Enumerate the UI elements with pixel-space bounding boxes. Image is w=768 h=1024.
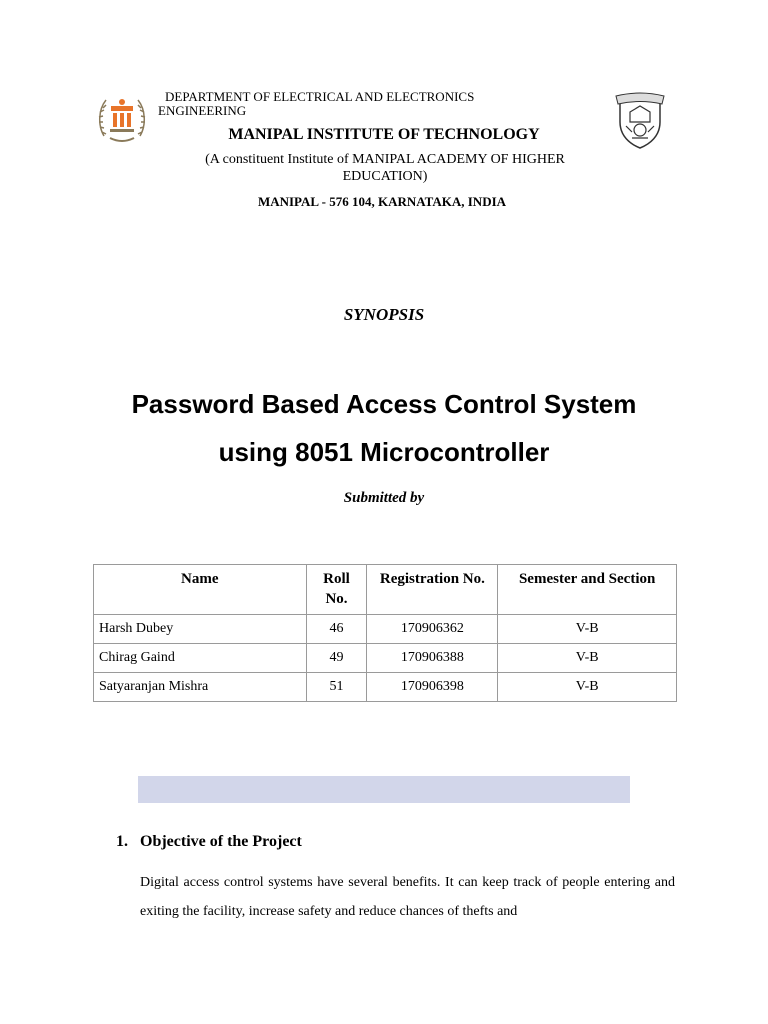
team-table bbox=[93, 564, 677, 702]
table-row bbox=[94, 615, 677, 644]
department-line-2: ENGINEERING bbox=[158, 103, 247, 118]
header-registration: Registration No. bbox=[367, 565, 498, 615]
table-row bbox=[94, 673, 677, 702]
cell-name: Satyaranjan Mishra bbox=[94, 673, 307, 702]
department-line-1: DEPARTMENT OF ELECTRICAL AND ELECTRONICS bbox=[165, 89, 475, 104]
submitted-by-label: Submitted by bbox=[343, 490, 425, 506]
cell-semester: V-B bbox=[498, 615, 677, 644]
cell-semester: V-B bbox=[498, 644, 677, 673]
project-title-line-2: using 8051 Microcontroller bbox=[218, 437, 550, 467]
section-paragraph: Digital access control systems have several benefits. It can keep track of people entering and exiting the facility, increase safety and reduce chances of thefts and bbox=[140, 875, 675, 919]
section-heading bbox=[116, 833, 302, 851]
project-title bbox=[60, 380, 708, 476]
cell-registration: 170906398 bbox=[367, 673, 498, 702]
header-roll: Roll No. bbox=[306, 565, 367, 615]
constituent-note: (A constituent Institute of MANIPAL ACADEMY OF HIGHER EDUCATION) bbox=[205, 152, 565, 184]
header-semester: Semester and Section bbox=[498, 565, 677, 615]
institute-address: MANIPAL - 576 104, KARNATAKA, INDIA bbox=[257, 194, 507, 209]
document-label: SYNOPSIS bbox=[343, 305, 425, 324]
cell-roll: 49 bbox=[306, 644, 367, 673]
cell-name: Chirag Gaind bbox=[94, 644, 307, 673]
institute-name: MANIPAL INSTITUTE OF TECHNOLOGY bbox=[228, 126, 540, 143]
cell-roll: 51 bbox=[306, 673, 367, 702]
project-title-line-1: Password Based Access Control System bbox=[131, 389, 637, 419]
table-header-row bbox=[94, 565, 677, 615]
cell-roll: 46 bbox=[306, 615, 367, 644]
cell-registration: 170906362 bbox=[367, 615, 498, 644]
shaded-bar bbox=[138, 776, 630, 803]
section-number: 1. bbox=[116, 833, 128, 850]
section-title: Objective of the Project bbox=[140, 833, 302, 850]
cell-name: Harsh Dubey bbox=[94, 615, 307, 644]
cell-semester: V-B bbox=[498, 673, 677, 702]
header-name: Name bbox=[94, 565, 307, 615]
table-row bbox=[94, 644, 677, 673]
cell-registration: 170906388 bbox=[367, 644, 498, 673]
department-name bbox=[158, 90, 558, 118]
